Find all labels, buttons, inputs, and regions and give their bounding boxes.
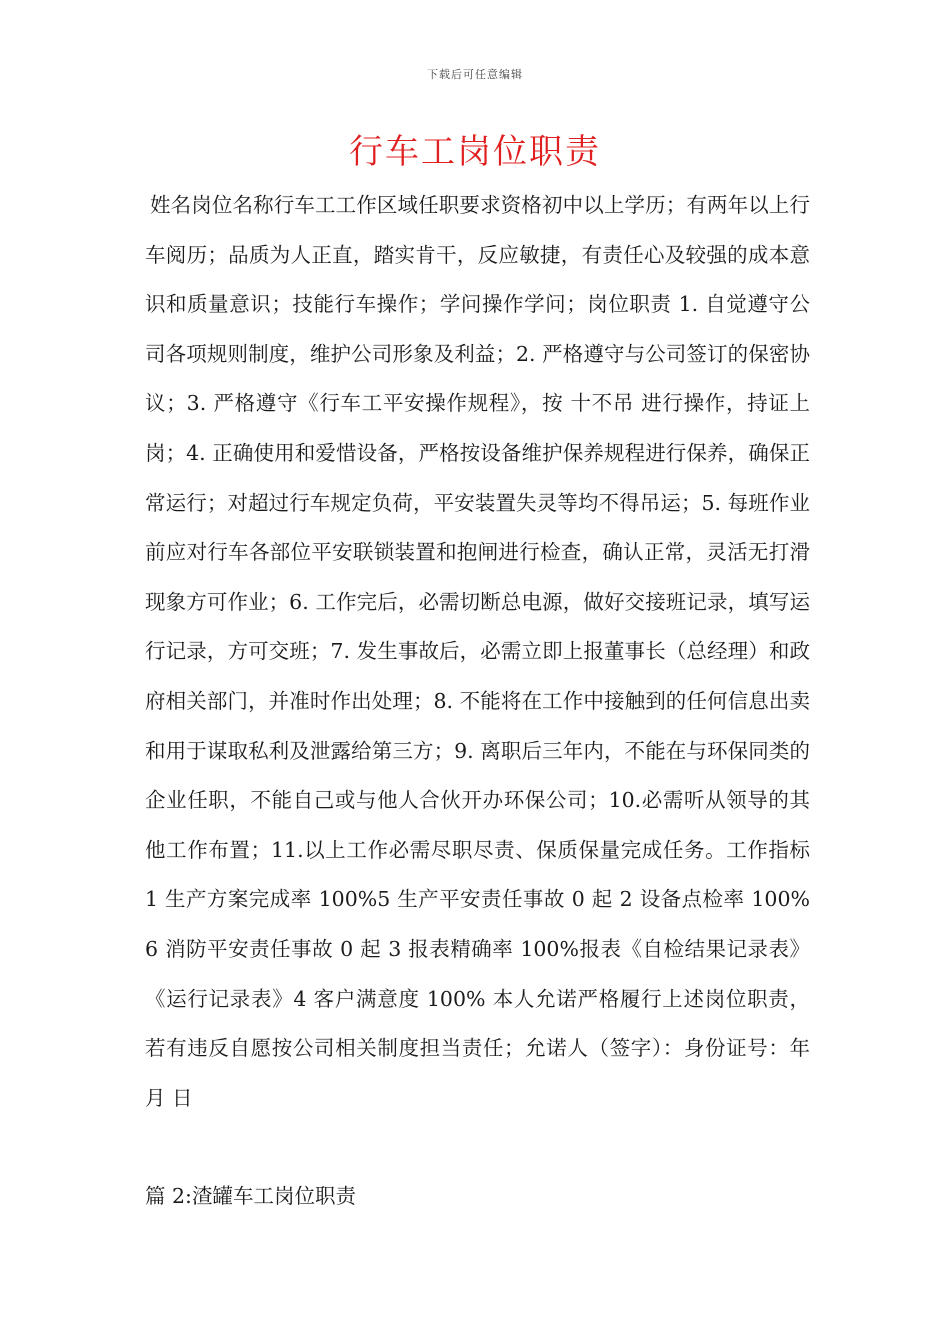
document-body-paragraph: 姓名岗位名称行车工工作区域任职要求资格初中以上学历；有两年以上行车阅历；品质为人正直，踏实肯干，反应敏捷，有责任心及较强的成本意识和质量意识；技能行车操作；学问操作学问；岗位职责 1. 自觉遵守公司各项规则制度，维护公司形象及利益；2. 严格遵守与公司签订的保密协议；3. 严格遵守《行车工平安操作规程》，按 十不吊 进行操作，持证上岗；4. 正确使用和爱惜设备，严格按设备维护保养规程进行保养，确保正常运行；对超过行车规定负荷，平安装置失灵等均不得吊运；5. 每班作业前应对行车各部位平安联锁装置和抱闸进行检查，确认正常，灵活无打滑现象方可作业；6. 工作完后，必需切断总电源，做好交接班记录，填写运行记录，方可交班；7. 发生事故后，必需立即上报董事长（总经理）和政府相关部门，并准时作出处理；8. 不能将在工作中接触到的任何信息出卖和用于谋取私利及泄露给第三方；9. 离职后三年内，不能在与环保同类的企业任职，不能自己或与他人合伙开办环保公司；10.必需听从领导的其他工作布置；11.以上工作必需尽职尽责、保质保量完成任务。工作指标 1 生产方案完成率 100%5 生产平安责任事故 0 起 2 设备点检率 100%6 消防平安责任事故 0 起 3 报表精确率 100%报表《自检结果记录表》《运行记录表》4 客户满意度 100% 本人允诺严格履行上述岗位职责，若有违反自愿按公司相关制度担当责任；允诺人（签字）：身份证号：年 月 日 [145,193,810,1110]
document-title: 行车工岗位职责 [349,132,601,172]
next-section-heading: 篇 2:渣罐车工岗位职责 [145,1184,356,1208]
page-header-note: 下载后可任意编辑 [427,68,523,81]
